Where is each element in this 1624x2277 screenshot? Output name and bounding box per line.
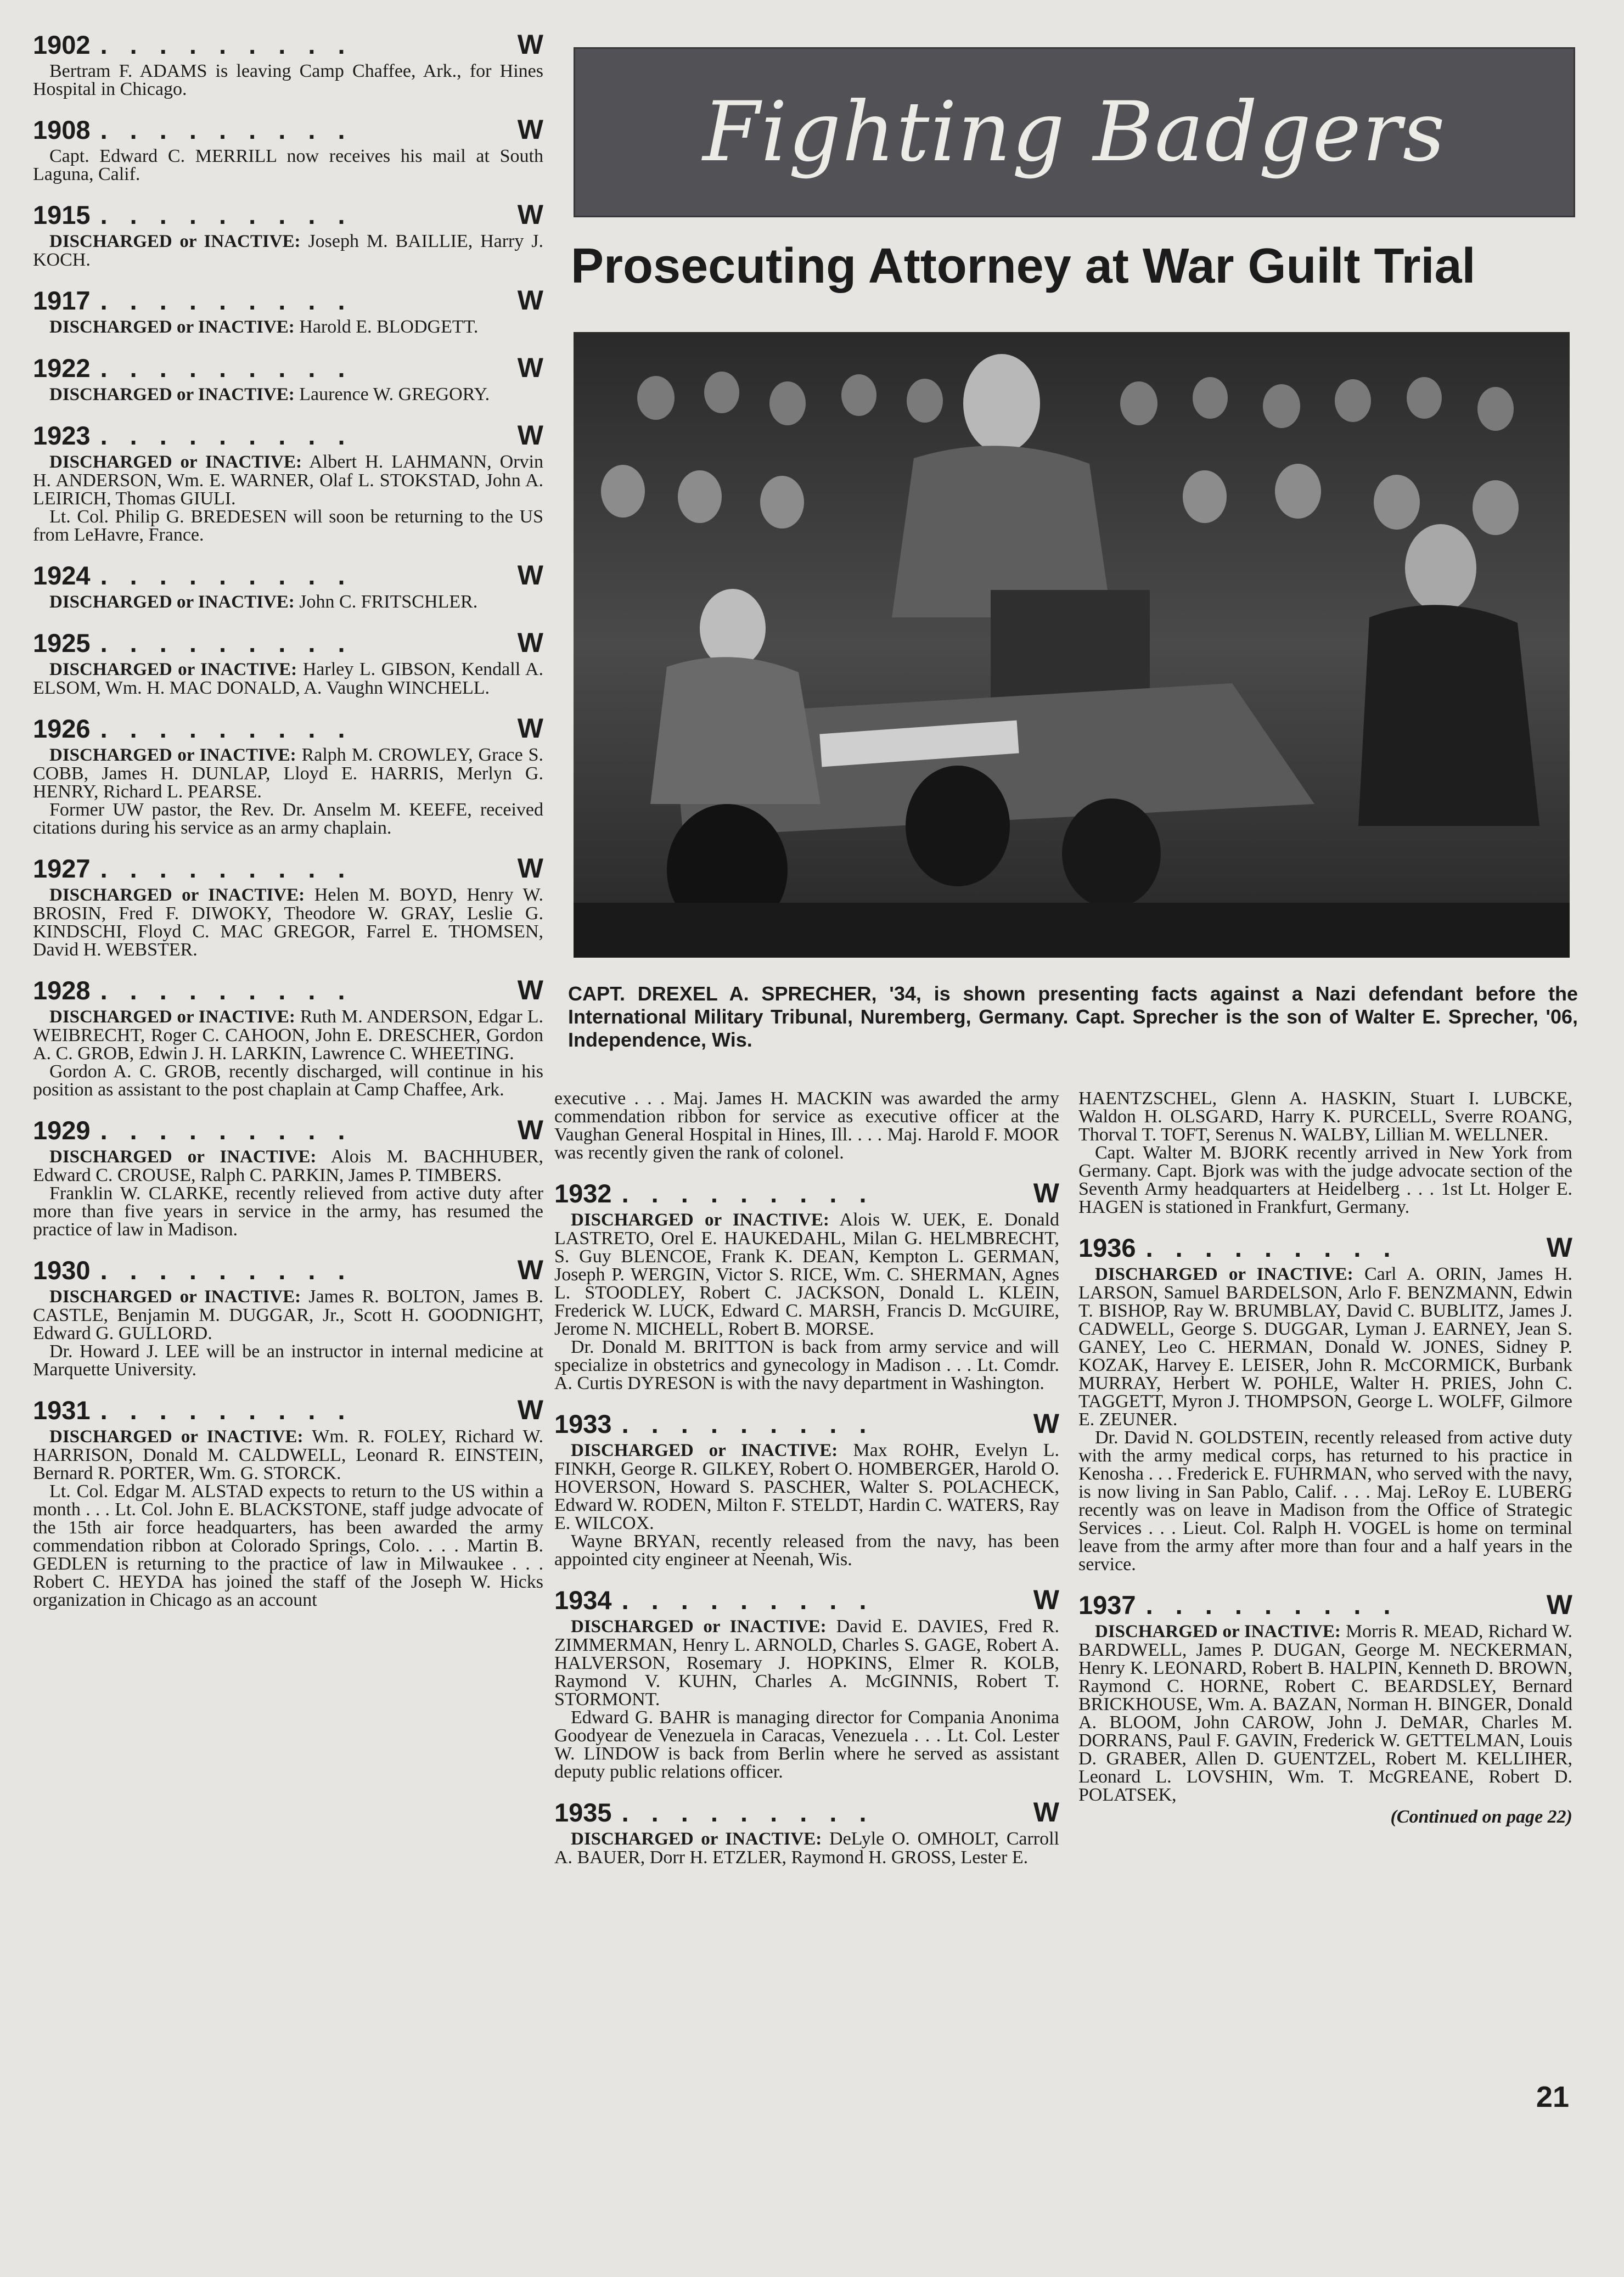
year-heading: 1922 . . . . . . . . . W bbox=[33, 352, 543, 383]
year-heading: 1936 . . . . . . . . . W bbox=[1078, 1232, 1572, 1263]
entry-text: Edward G. BAHR is managing director for Compania Anonima Goodyear de Venezuela in Caracas, Venezuela . . . Lt. Col. Lester W. LINDOW is back from Berlin where he served as assistant deputy public relations officer. bbox=[554, 1707, 1059, 1782]
entry-text: DISCHARGED or INACTIVE: Albert H. LAHMANN, Orvin H. ANDERSON, Wm. E. WARNER, Olaf L. STOKSTAD, John A. LEIRICH, Thomas GIULI. bbox=[33, 452, 543, 509]
class-entry-1926 bbox=[33, 711, 543, 837]
year-heading: 1925 . . . . . . . . . W bbox=[33, 627, 543, 658]
entry-text: DISCHARGED or INACTIVE: Helen M. BOYD, Henry W. BROSIN, Fred F. DIWOKY, Theodore W. GRAY, Leslie G. KINDSCHI, Floyd C. MAC GREGOR, Farrel E. THOMSEN, David H. WEBSTER. bbox=[33, 885, 543, 960]
year-heading: 1924 . . . . . . . . . W bbox=[33, 560, 543, 591]
entry-text: Franklin W. CLARKE, recently relieved from active duty after more than five years in service in the army, has resumed the practice of law in Madison. bbox=[33, 1183, 543, 1240]
column-right bbox=[1078, 1089, 1572, 2231]
year-heading: 1927 . . . . . . . . . W bbox=[33, 853, 543, 884]
class-entry-1933 bbox=[554, 1407, 1059, 1568]
class-entry-1937 bbox=[1078, 1588, 1572, 1827]
year-heading: 1923 . . . . . . . . . W bbox=[33, 420, 543, 451]
entry-text: Lt. Col. Philip G. BREDESEN will soon be returning to the US from LeHavre, France. bbox=[33, 507, 543, 545]
class-entry-1927 bbox=[33, 851, 543, 959]
year-heading: 1917 . . . . . . . . . W bbox=[33, 285, 543, 316]
section-banner bbox=[574, 47, 1575, 217]
entry-text: DISCHARGED or INACTIVE: James R. BOLTON, James B. CASTLE, Benjamin M. DUGGAR, Jr., Scott H. GOODNIGHT, Edward G. GULLORD. bbox=[33, 1286, 543, 1343]
year-heading: 1908 . . . . . . . . . W bbox=[33, 114, 543, 145]
continued-text bbox=[1078, 1089, 1572, 1216]
class-entry-1929 bbox=[33, 1113, 543, 1239]
courtroom-photo bbox=[574, 332, 1570, 958]
class-entry-1931 bbox=[33, 1393, 543, 1609]
class-entry-1902 bbox=[33, 27, 543, 98]
class-entry-1935 bbox=[554, 1795, 1059, 1866]
banner-title: Fighting Badgers bbox=[703, 85, 1446, 180]
year-heading: 1926 . . . . . . . . . W bbox=[33, 713, 543, 744]
class-entry-1908 bbox=[33, 113, 543, 183]
entry-text: DISCHARGED or INACTIVE: John C. FRITSCHLER. bbox=[49, 592, 478, 612]
entry-text: DISCHARGED or INACTIVE: Laurence W. GREGORY. bbox=[49, 384, 490, 404]
year-heading: 1937 . . . . . . . . . W bbox=[1078, 1589, 1572, 1620]
entry-text: Dr. Donald M. BRITTON is back from army service and will specialize in obstetrics and gynecology in Madison . . . Lt. Comdr. A. Curtis DYRESON is with the navy department in Washington. bbox=[554, 1337, 1059, 1393]
photo-caption: CAPT. DREXEL A. SPRECHER, '34, is shown presenting facts against a Nazi defendant before the International Military Tribunal, Nuremberg, Germany. Capt. Sprecher is the son of Walter E. Sprecher, '06, Independence, Wis. bbox=[568, 982, 1578, 1051]
entry-text: DISCHARGED or INACTIVE: Alois M. BACHHUBER, Edward C. CROUSE, Ralph C. PARKIN, James P. TIMBERS. bbox=[33, 1146, 543, 1185]
entry-text: DISCHARGED or INACTIVE: Morris R. MEAD, Richard W. BARDWELL, James P. DUGAN, George M. NECKERMAN, Henry K. LEONARD, Robert B. HALPIN, Kenneth D. BROWN, Raymond C. HORNE, Robert C. BEARDSLEY, Bernard BRICKHOUSE, Wm. A. BAZAN, Norman H. BINGER, Donald A. BLOOM, John CAROW, John J. DeMAR, Charles M. DORRANS, Paul F. GAVIN, Frederick W. GETTELMAN, Louis D. GRABER, Allen D. GUENTZEL, Robert M. KELLIHER, Leonard L. LOVSHIN, Wm. T. McGREANE, Robert D. POLATSEK, bbox=[1078, 1621, 1572, 1805]
entry-text: HAENTZSCHEL, Glenn A. HASKIN, Stuart I. LUBCKE, Waldon H. OLSGARD, Harry K. PURCELL, Sverre ROANG, Thorval T. TOFT, Serenus N. WALBY, Lillian M. WELLNER. bbox=[1078, 1089, 1572, 1145]
entry-text: DISCHARGED or INACTIVE: Carl A. ORIN, James H. LARSON, Samuel BARDELSON, Arlo F. BENZMANN, Edwin T. BISHOP, Ray W. BRUMBLAY, David C. BUBLITZ, James J. CADWELL, George S. DUGGAR, Lyman J. EARNEY, Jean S. GANEY, Leo C. HERMAN, Donald W. JONES, Sidney P. KOZAK, Harvey E. LEISER, John R. McCORMICK, Burbank MURRAY, Herbert W. POHLE, Walter H. PRIES, John C. TAGGETT, Myron J. THOMPSON, George L. WOLFF, Gilmore E. ZEUNER. bbox=[1078, 1264, 1572, 1430]
entry-text: Wayne BRYAN, recently released from the navy, has been appointed city engineer at Neenah, Wis. bbox=[554, 1531, 1059, 1570]
class-entry-1928 bbox=[33, 973, 543, 1099]
year-heading: 1928 . . . . . . . . . W bbox=[33, 975, 543, 1005]
entry-text: Former UW pastor, the Rev. Dr. Anselm M. KEEFE, received citations during his service as an army chaplain. bbox=[33, 800, 543, 838]
entry-text: Dr. David N. GOLDSTEIN, recently released from active duty with the army medical corps, has returned to his practice in Kenosha . . . Frederick E. FUHRMAN, who served with the navy, is now living in San Pablo, Calif. . . . Maj. LeRoy E. LUBERG recently was on leave in Madison from the Office of Strategic Services . . . Lieut. Col. Ralph H. VOGEL is home on terminal leave from the army after more than four and a half years in the service. bbox=[1078, 1427, 1572, 1575]
entry-text: DISCHARGED or INACTIVE: Harold E. BLODGETT. bbox=[49, 317, 479, 337]
entry-text: DISCHARGED or INACTIVE: Wm. R. FOLEY, Richard W. HARRISON, Donald M. CALDWELL, Leonard R. EINSTEIN, Bernard R. PORTER, Wm. G. STORCK. bbox=[33, 1426, 543, 1483]
year-heading: 1932 . . . . . . . . . W bbox=[554, 1178, 1059, 1208]
entry-text: DISCHARGED or INACTIVE: Max ROHR, Evelyn L. FINKH, George R. GILKEY, Robert O. HOMBERGER, Harold O. HOVERSON, Howard S. PASCHER, Walter S. POLACHECK, Edward W. RODEN, Milton F. STELDT, Hardin C. WATERS, Ray E. WILCOX. bbox=[554, 1440, 1059, 1533]
class-entry-1936 bbox=[1078, 1230, 1572, 1573]
entry-text: Lt. Col. Edgar M. ALSTAD expects to return to the US within a month . . . Lt. Col. John E. BLACKSTONE, staff judge advocate of the 15th air force headquarters, has been awarded the army commendation ribbon at Colorado Springs, Colo. . . . Martin B. GEDLEN is returning to the practice of law in Milwaukee . . . Robert C. HEYDA has joined the staff of the Joseph W. Hicks organization in Chicago as an account bbox=[33, 1481, 543, 1610]
continued-text bbox=[554, 1089, 1059, 1162]
entry-text: DISCHARGED or INACTIVE: David E. DAVIES, Fred R. ZIMMERMAN, Henry L. ARNOLD, Charles S. GAGE, Robert A. HALVERSON, Rosemary J. HOPKINS, Elmer R. KOLB, Raymond V. KUHN, Charles A. McGINNIS, Robert T. STORMONT. bbox=[554, 1616, 1059, 1710]
year-heading: 1915 . . . . . . . . . W bbox=[33, 199, 543, 230]
year-heading: 1902 . . . . . . . . . W bbox=[33, 29, 543, 60]
entry-text: Gordon A. C. GROB, recently discharged, will continue in his position as assistant to the post chaplain at Camp Chaffee, Ark. bbox=[33, 1061, 543, 1100]
entry-text: Capt. Edward C. MERRILL now receives his mail at South Laguna, Calif. bbox=[33, 146, 543, 184]
entry-text: executive . . . Maj. James H. MACKIN was awarded the army commendation ribbon for service as executive officer at the Vaughan General Hospital in Hines, Ill. . . . Maj. Harold F. MOOR was recently given the rank of colonel. bbox=[554, 1089, 1059, 1163]
article-headline: Prosecuting Attorney at War Guilt Trial bbox=[571, 239, 1476, 294]
class-entry-1925 bbox=[33, 626, 543, 697]
class-entry-1923 bbox=[33, 418, 543, 544]
page-number: 21 bbox=[1536, 2081, 1569, 2113]
class-entry-1924 bbox=[33, 558, 543, 611]
year-heading: 1935 . . . . . . . . . W bbox=[554, 1797, 1059, 1828]
entry-text: Dr. Howard J. LEE will be an instructor in internal medicine at Marquette University. bbox=[33, 1341, 543, 1380]
class-entry-1930 bbox=[33, 1253, 543, 1379]
column-middle bbox=[554, 1089, 1059, 2231]
class-entry-1915 bbox=[33, 198, 543, 269]
entry-text: DISCHARGED or INACTIVE: DeLyle O. OMHOLT, Carroll A. BAUER, Dorr H. ETZLER, Raymond H. GROSS, Lester E. bbox=[554, 1829, 1059, 1868]
entry-text: DISCHARGED or INACTIVE: Alois W. UEK, E. Donald LASTRETO, Orel E. HAUKEDAHL, Milan G. HELMBRECHT, S. Guy BLENCOE, Frank K. DEAN, Kempton L. GERMAN, Joseph P. WERGIN, Victor S. RICE, Wm. C. SHERMAN, Agnes L. STOODLEY, Robert C. JACKSON, Donald L. KLEIN, Frederick W. LUCK, Edward C. MARSH, Francis D. McGUIRE, Jerome N. MICHELL, Robert B. MORSE. bbox=[554, 1210, 1059, 1339]
year-heading: 1930 . . . . . . . . . W bbox=[33, 1255, 543, 1285]
year-heading: 1929 . . . . . . . . . W bbox=[33, 1115, 543, 1145]
entry-text: DISCHARGED or INACTIVE: Joseph M. BAILLIE, Harry J. KOCH. bbox=[33, 231, 543, 270]
class-entry-1922 bbox=[33, 351, 543, 404]
entry-text: Capt. Walter M. BJORK recently arrived in New York from Germany. Capt. Bjork was with the judge advocate section of the Seventh Army headquarters at Heidelberg . . . 1st Lt. Holger E. HAGEN is stationed in Frankfurt, Germany. bbox=[1078, 1143, 1572, 1217]
entry-text: Bertram F. ADAMS is leaving Camp Chaffee, Ark., for Hines Hospital in Chicago. bbox=[33, 61, 543, 99]
year-heading: 1931 . . . . . . . . . W bbox=[33, 1395, 543, 1425]
column-left bbox=[33, 27, 543, 2256]
continued-note: (Continued on page 22) bbox=[1390, 1807, 1572, 1827]
class-entry-1917 bbox=[33, 283, 543, 336]
year-heading: 1933 . . . . . . . . . W bbox=[554, 1408, 1059, 1439]
class-entry-1934 bbox=[554, 1583, 1059, 1781]
year-heading: 1934 . . . . . . . . . W bbox=[554, 1584, 1059, 1615]
class-entry-1932 bbox=[554, 1176, 1059, 1392]
entry-text: DISCHARGED or INACTIVE: Harley L. GIBSON, Kendall A. ELSOM, Wm. H. MAC DONALD, A. Vaughn WINCHELL. bbox=[33, 659, 543, 698]
courtroom-photo-illustration bbox=[574, 332, 1570, 958]
entry-text: DISCHARGED or INACTIVE: Ralph M. CROWLEY, Grace S. COBB, James H. DUNLAP, Lloyd E. HARRIS, Merlyn G. HENRY, Richard L. PEARSE. bbox=[33, 745, 543, 802]
entry-text: DISCHARGED or INACTIVE: Ruth M. ANDERSON, Edgar L. WEIBRECHT, Roger C. CAHOON, John E. DRESCHER, Gordon A. C. GROB, Edwin J. H. LARKIN, Lawrence C. WHEETING. bbox=[33, 1007, 543, 1064]
